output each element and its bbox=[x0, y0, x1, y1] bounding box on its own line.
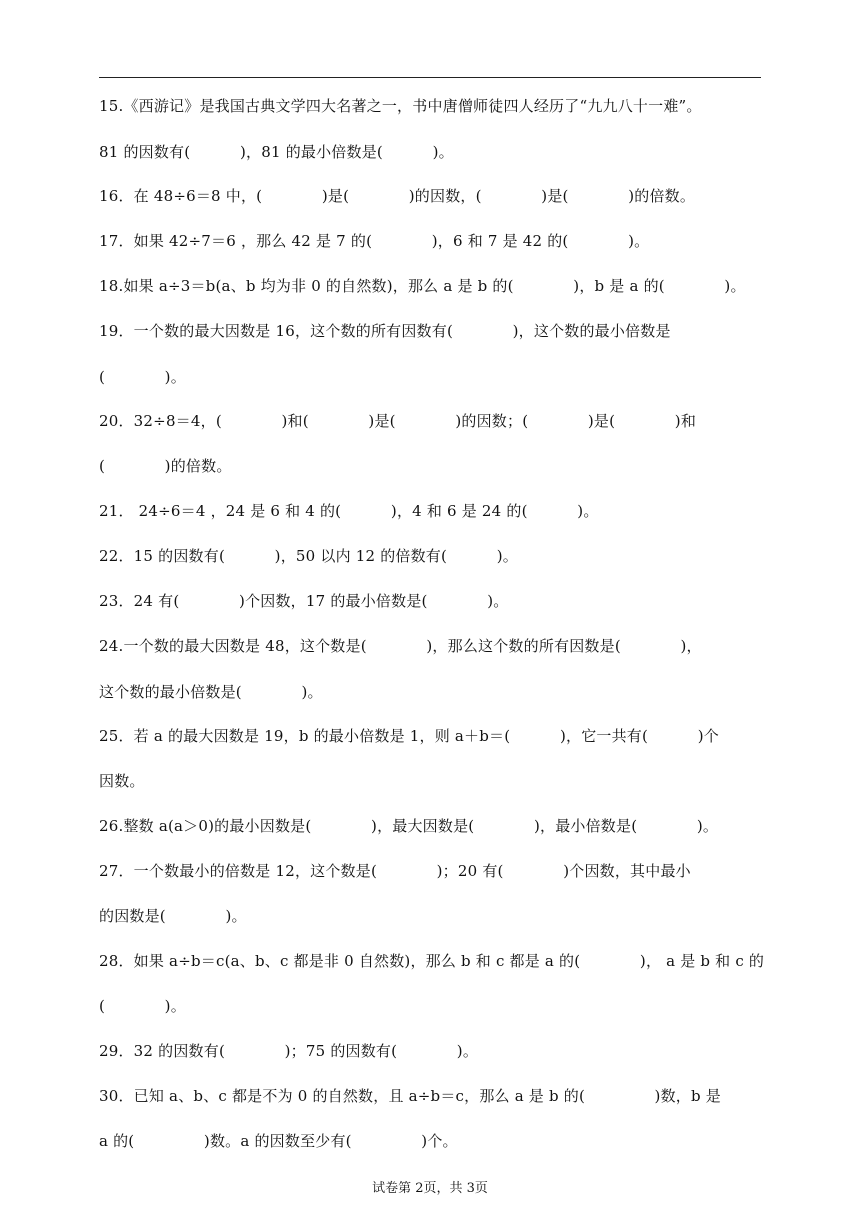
q17-line: 17．如果 42÷7＝6 ，那么 42 是 7 的( )，6 和 7 是 42 的( )。 bbox=[99, 232, 650, 250]
q27-line-1: 27．一个数最小的倍数是 12，这个数是( )；20 有( )个因数，其中最小 bbox=[99, 862, 691, 880]
q24-line-1: 24.一个数的最大因数是 48，这个数是( )，那么这个数的所有因数是( )， bbox=[99, 637, 702, 655]
q22-line: 22．15 的因数有( )，50 以内 12 的倍数有( )。 bbox=[99, 547, 518, 565]
q30-line-1: 30．已知 a、b、c 都是不为 0 的自然数，且 a÷b＝c，那么 a 是 b 的( )数，b 是 bbox=[99, 1087, 721, 1105]
q25-line-2: 因数。 bbox=[99, 772, 145, 790]
q15-line-1: 15.《西游记》是我国古典文学四大名著之一，书中唐僧师徒四人经历了“九九八十一难”。 bbox=[99, 97, 702, 115]
q25-line-1: 25．若 a 的最大因数是 19，b 的最小倍数是 1，则 a＋b＝( )，它一共有( )个 bbox=[99, 727, 719, 745]
q27-line-2: 的因数是( )。 bbox=[99, 907, 247, 925]
q28-line-2: ( )。 bbox=[99, 997, 186, 1015]
q26-line: 26.整数 a(a＞0)的最小因数是( )，最大因数是( )，最小倍数是( )。 bbox=[99, 817, 719, 835]
q19-line-2: ( )。 bbox=[99, 368, 186, 386]
q16-line: 16．在 48÷6＝8 中，( )是( )的因数，( )是( )的倍数。 bbox=[99, 187, 696, 205]
page-footer: 试卷第 2页，共 3页 bbox=[372, 1181, 488, 1196]
q28-line-1: 28．如果 a÷b＝c(a、b、c 都是非 0 自然数)，那么 b 和 c 都是 a 的( )， a 是 b 和 c 的 bbox=[99, 952, 765, 970]
q20-line-2: ( )的倍数。 bbox=[99, 457, 232, 475]
q24-line-2: 这个数的最小倍数是( )。 bbox=[99, 683, 323, 701]
q20-line-1: 20．32÷8＝4，( )和( )是( )的因数；( )是( )和 bbox=[99, 412, 697, 430]
q15-line-2: 81 的因数有( )，81 的最小倍数是( )。 bbox=[99, 143, 454, 161]
q18-line: 18.如果 a÷3＝b(a、b 均为非 0 的自然数)，那么 a 是 b 的( )，b 是 a 的( )。 bbox=[99, 277, 746, 295]
q30-line-2: a 的( )数。a 的因数至少有( )个。 bbox=[99, 1132, 458, 1150]
q23-line: 23．24 有( )个因数，17 的最小倍数是( )。 bbox=[99, 592, 509, 610]
q29-line: 29．32 的因数有( )；75 的因数有( )。 bbox=[99, 1042, 479, 1060]
q21-line: 21． 24÷6＝4 ，24 是 6 和 4 的( )，4 和 6 是 24 的( )。 bbox=[99, 502, 599, 520]
q19-line-1: 19．一个数的最大因数是 16，这个数的所有因数有( )，这个数的最小倍数是 bbox=[99, 322, 671, 340]
header-rule bbox=[99, 77, 761, 78]
